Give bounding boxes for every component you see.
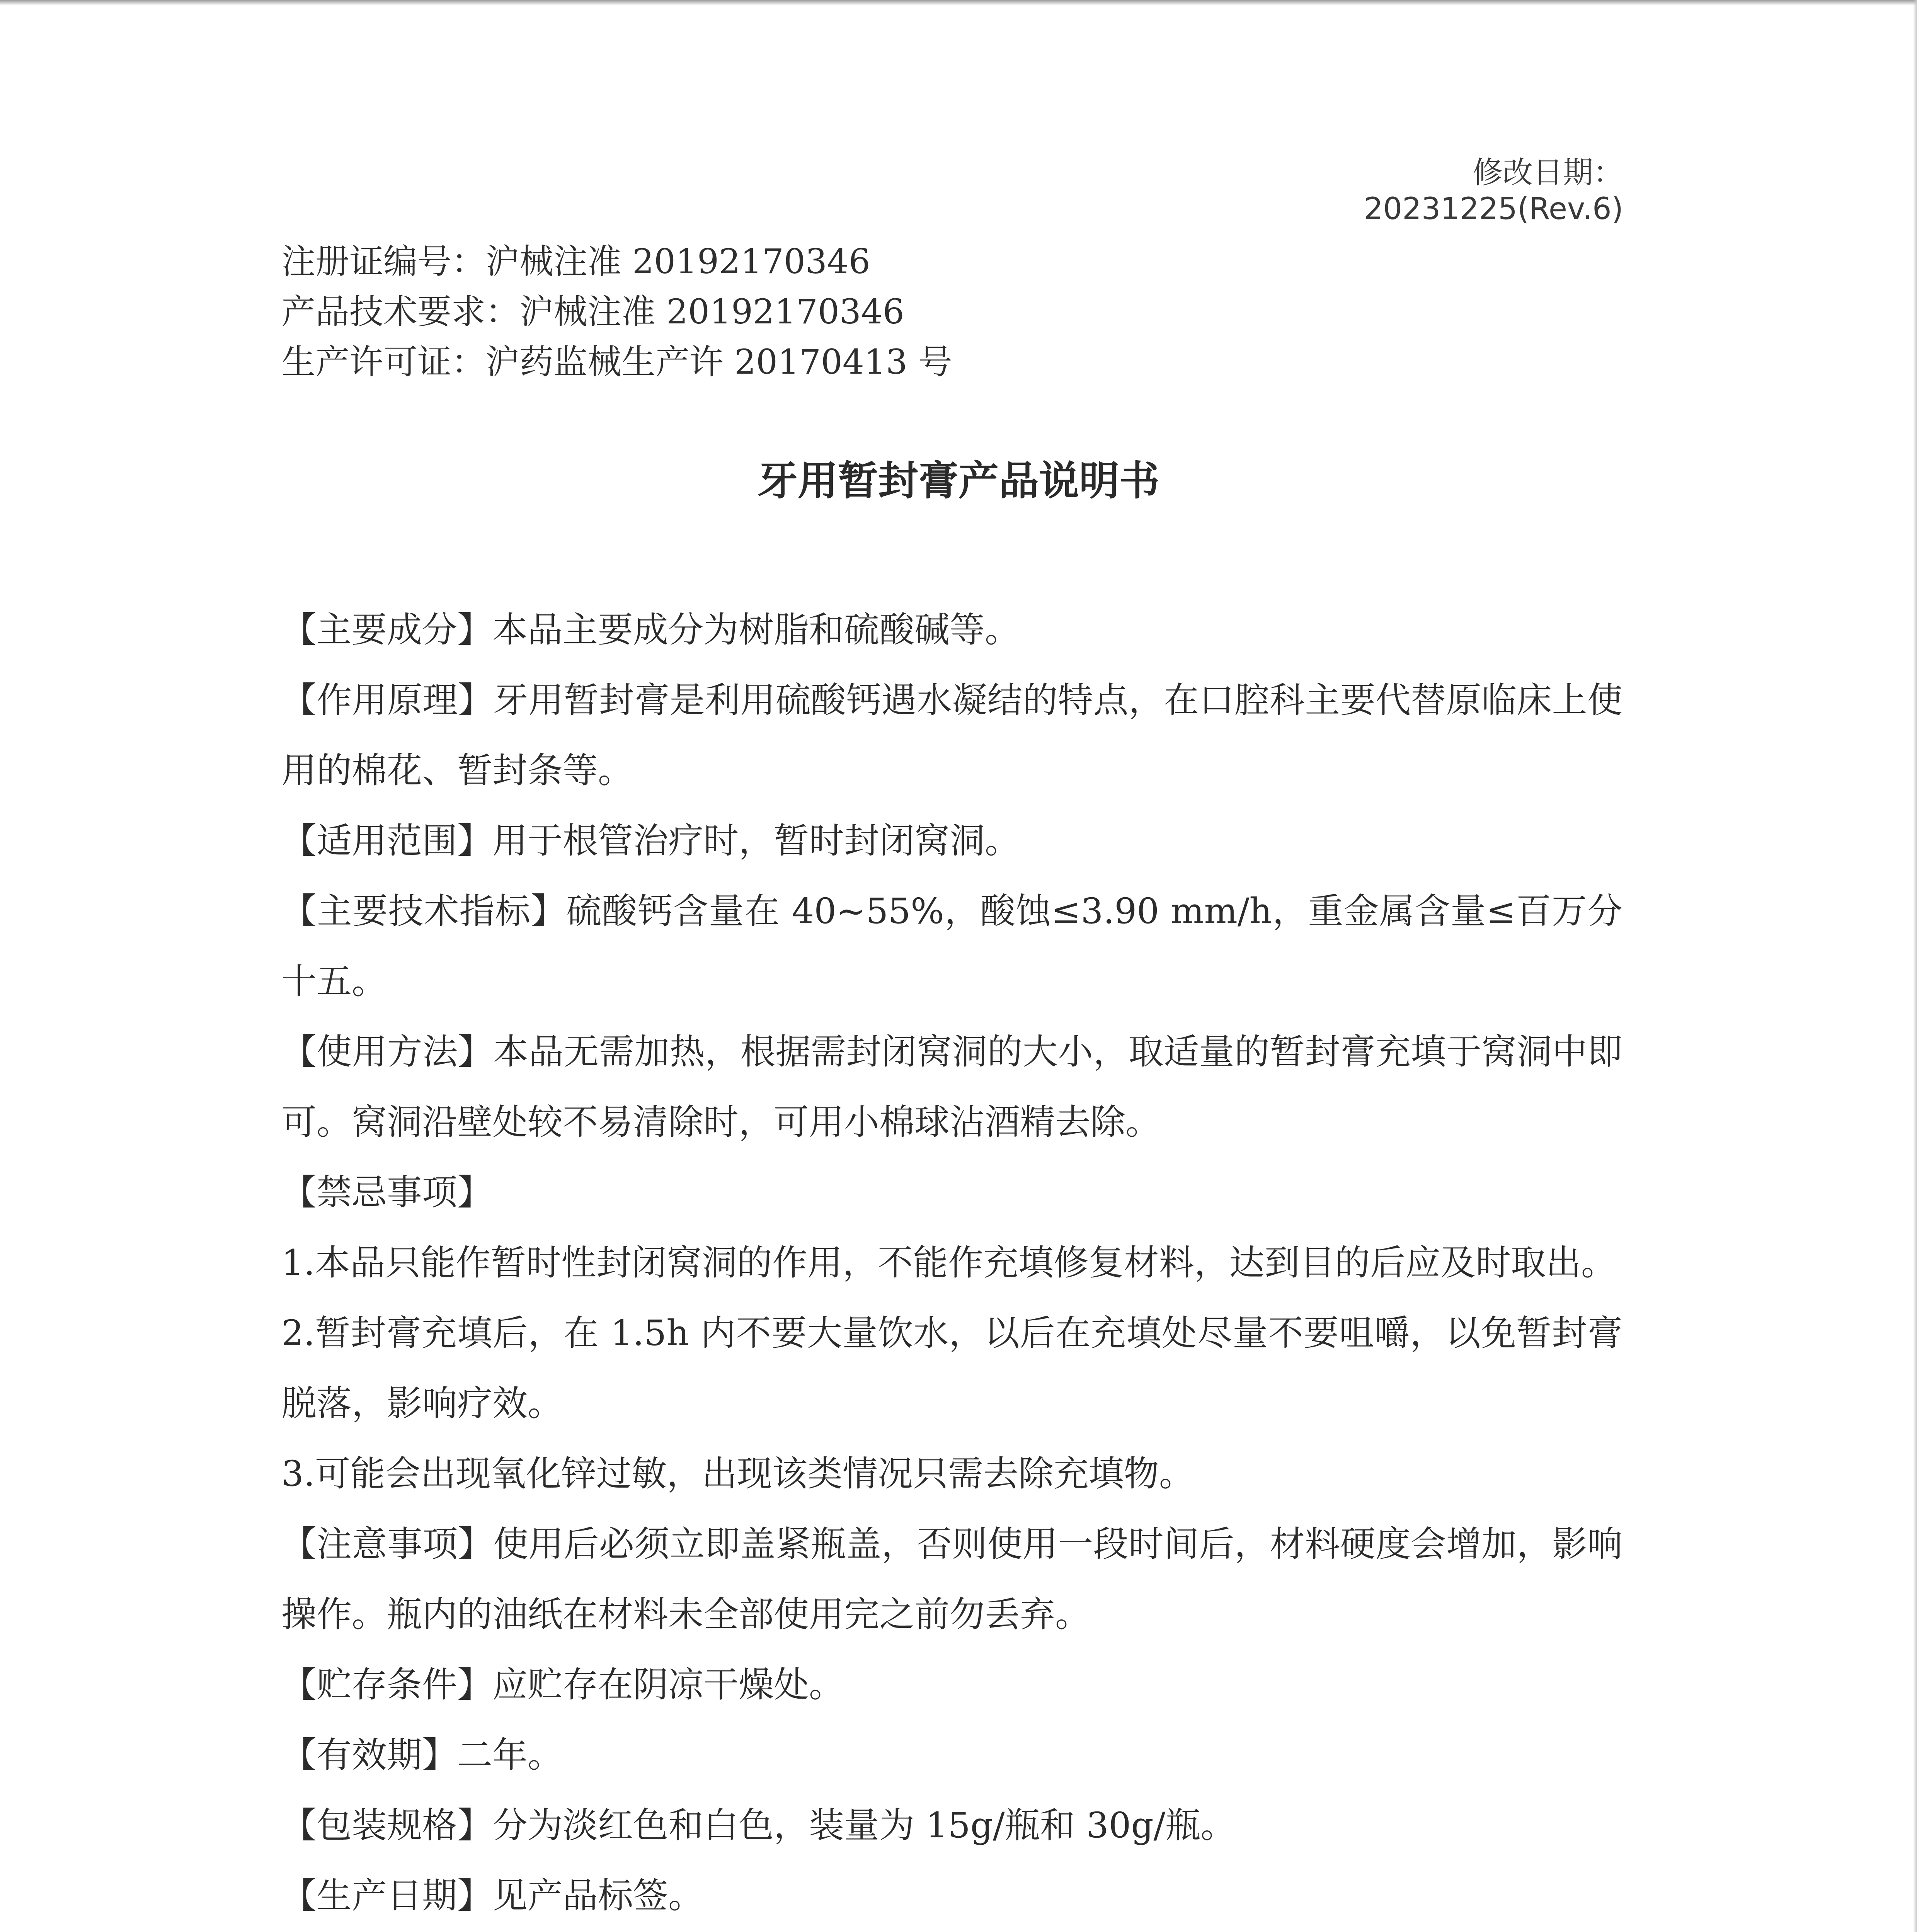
registration-info [281, 236, 952, 387]
section-label: 【有效期】 [281, 1735, 458, 1776]
section-text: 2.暂封膏充填后，在 1.5h 内不要大量饮水，以后在充填处尽量不要咀嚼，以免暂封膏脱落，影响疗效。 [281, 1313, 1622, 1424]
revision-date: 修改日期：20231225(Rev.6) [1364, 155, 1623, 226]
registration-number: 注册证编号：沪械注准 20192170346 [281, 242, 870, 281]
section-storage [281, 1650, 1622, 1720]
section-text: 3.可能会出现氧化锌过敏，出现该类情况只需去除充填物。 [281, 1454, 1194, 1494]
section-label: 【使用方法】 [281, 1032, 493, 1072]
section-main-ingredients [281, 595, 1622, 665]
section-text: 应贮存在阴凉干燥处。 [492, 1665, 844, 1705]
section-working-principle [281, 665, 1622, 806]
section-text: 分为淡红色和白色，装量为 15g/瓶和 30g/瓶。 [492, 1805, 1236, 1846]
section-text: 见产品标签。 [492, 1876, 704, 1916]
section-label: 【注意事项】 [281, 1524, 493, 1565]
contraindication-item [281, 1439, 1622, 1509]
section-label: 【作用原理】 [281, 680, 493, 721]
section-contraindications [281, 1158, 1622, 1228]
section-text: 牙用暂封膏是利用硫酸钙遇水凝结的特点，在口腔科主要代替原临床上使用的棉花、暂封条等。 [281, 680, 1622, 791]
section-usage [281, 1017, 1622, 1158]
section-scope [281, 806, 1622, 876]
section-text: 1.本品只能作暂时性封闭窝洞的作用，不能作充填修复材料，达到目的后应及时取出。 [281, 1243, 1616, 1283]
section-text: 二年。 [457, 1735, 563, 1776]
section-label: 【贮存条件】 [281, 1665, 493, 1705]
instructions-body [281, 595, 1622, 1931]
section-technical-specs [281, 876, 1622, 1017]
section-label: 【生产日期】 [281, 1876, 493, 1916]
section-label: 【主要成分】 [281, 610, 493, 650]
section-text: 本品无需加热，根据需封闭窝洞的大小，取适量的暂封膏充填于窝洞中即可。窝洞沿壁处较不易清除时，可用小棉球沾酒精去除。 [281, 1032, 1622, 1143]
scan-edge [0, 0, 1917, 5]
production-license-number: 生产许可证：沪药监械生产许 20170413 号 [281, 342, 952, 382]
section-text: 硫酸钙含量在 40~55%，酸蚀≤3.90 mm/h，重金属含量≤百万分十五。 [281, 891, 1622, 1002]
section-text: 用于根管治疗时，暂时封闭窝洞。 [492, 821, 1020, 861]
contraindication-item [281, 1228, 1622, 1298]
section-label: 【主要技术指标】 [281, 891, 567, 932]
section-label: 【适用范围】 [281, 821, 493, 861]
contraindication-item [281, 1298, 1622, 1439]
section-text: 使用后必须立即盖紧瓶盖，否则使用一段时间后，材料硬度会增加，影响操作。瓶内的油纸在材料未全部使用完之前勿丢弃。 [281, 1524, 1622, 1635]
section-label: 【禁忌事项】 [281, 1172, 493, 1213]
section-label: 【包装规格】 [281, 1805, 493, 1846]
section-production-date [281, 1861, 1622, 1931]
section-packaging [281, 1791, 1622, 1861]
document-title: 牙用暂封膏产品说明书 [757, 457, 1159, 504]
section-precautions [281, 1509, 1622, 1650]
scan-edge [1913, 0, 1917, 1932]
technical-requirement-number: 产品技术要求：沪械注准 20192170346 [281, 292, 904, 332]
section-text: 本品主要成分为树脂和硫酸碱等。 [492, 610, 1020, 650]
section-shelf-life [281, 1720, 1622, 1791]
